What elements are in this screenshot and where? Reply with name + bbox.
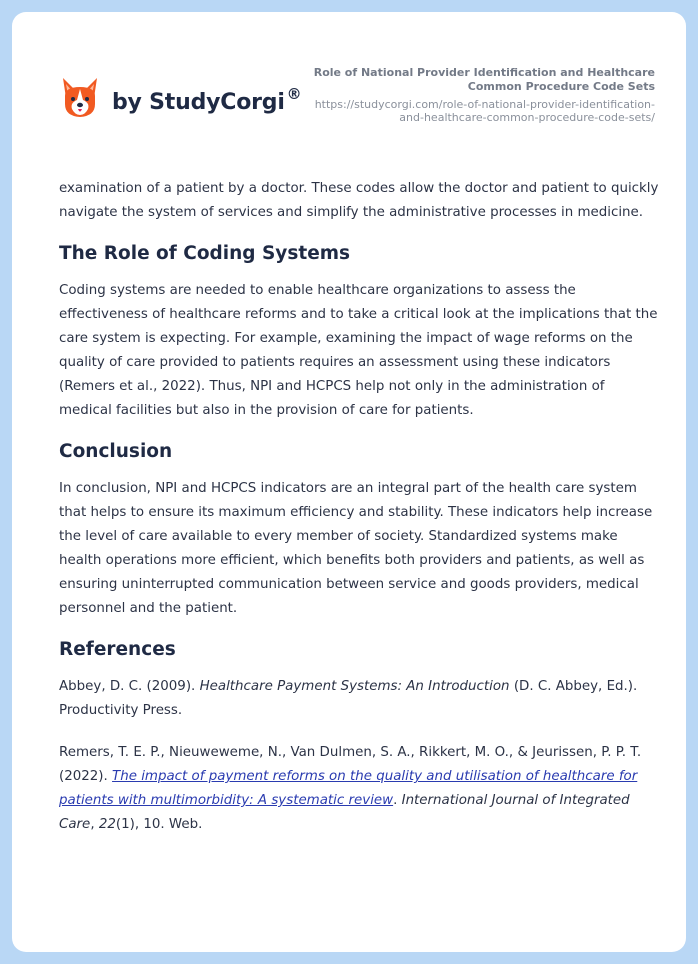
section-heading-conclusion: Conclusion — [59, 441, 173, 462]
reference-book-title: Healthcare Payment Systems: An Introduction — [199, 679, 510, 694]
reference-item: Abbey, D. C. (2009). Healthcare Payment Systems: An Introduction (D. C. Abbey, Ed.). Productivity Press. — [59, 679, 638, 718]
brand-name: by StudyCorgi ® — [112, 85, 302, 115]
document-url[interactable]: https://studycorgi.com/role-of-national-provider-identification-and-healthcare-common-procedure-code-sets/ — [314, 98, 655, 124]
section-heading-coding-systems: The Role of Coding Systems — [59, 243, 351, 264]
document-meta — [295, 66, 655, 124]
intro-paragraph: examination of a patient by a doctor. These codes allow the doctor and patient to quickly navigate the system of services and simplify the administrative processes in medicine. — [59, 181, 659, 220]
document-body — [59, 177, 659, 855]
reference-item: Remers, T. E. P., Nieuweweme, N., Van Dulmen, S. A., Rikkert, M. O., & Jeurissen, P. P. T. (2022). The impact of payment reforms on the quality and utilisation of healthcare for patients with multimorbidity: A systematic review. International Journal of Integrated Care, 22(1), 10. Web. — [59, 745, 642, 832]
document-title: Role of National Provider Identification and Healthcare Common Procedure Code Sets — [313, 66, 655, 93]
section-body-conclusion: In conclusion, NPI and HCPCS indicators are an integral part of the health care system that helps to ensure its maximum efficiency and stability. These indicators help increase the level of care available to every member of society. Standardized systems make health operations more efficient, which benefits both providers and patients, as well as ensuring uninterrupted communication between service and goods providers, medical personnel and the patient. — [59, 481, 653, 616]
page-header — [12, 12, 686, 152]
reference-article-link[interactable]: The impact of payment reforms on the quality and utilisation of healthcare for patients with multimorbidity: A systematic review — [59, 769, 638, 808]
reference-journal: International Journal of Integrated Care — [59, 793, 630, 832]
document-page — [12, 12, 686, 952]
studycorgi-logo[interactable] — [60, 76, 301, 120]
section-body-coding-systems: Coding systems are needed to enable healthcare organizations to assess the effectiveness of healthcare reforms and to take a critical look at the implications that the care system is expecting. For example, examining the impact of wage reforms on the quality of care provided to patients requires an assessment using these indicators (Remers et al., 2022). Thus, NPI and HCPCS help not only in the administration of medical facilities but also in the provision of care for patients. — [59, 283, 658, 418]
references-heading: References — [59, 639, 176, 660]
corgi-logo-icon — [60, 76, 100, 120]
reference-volume: 22 — [98, 817, 116, 832]
